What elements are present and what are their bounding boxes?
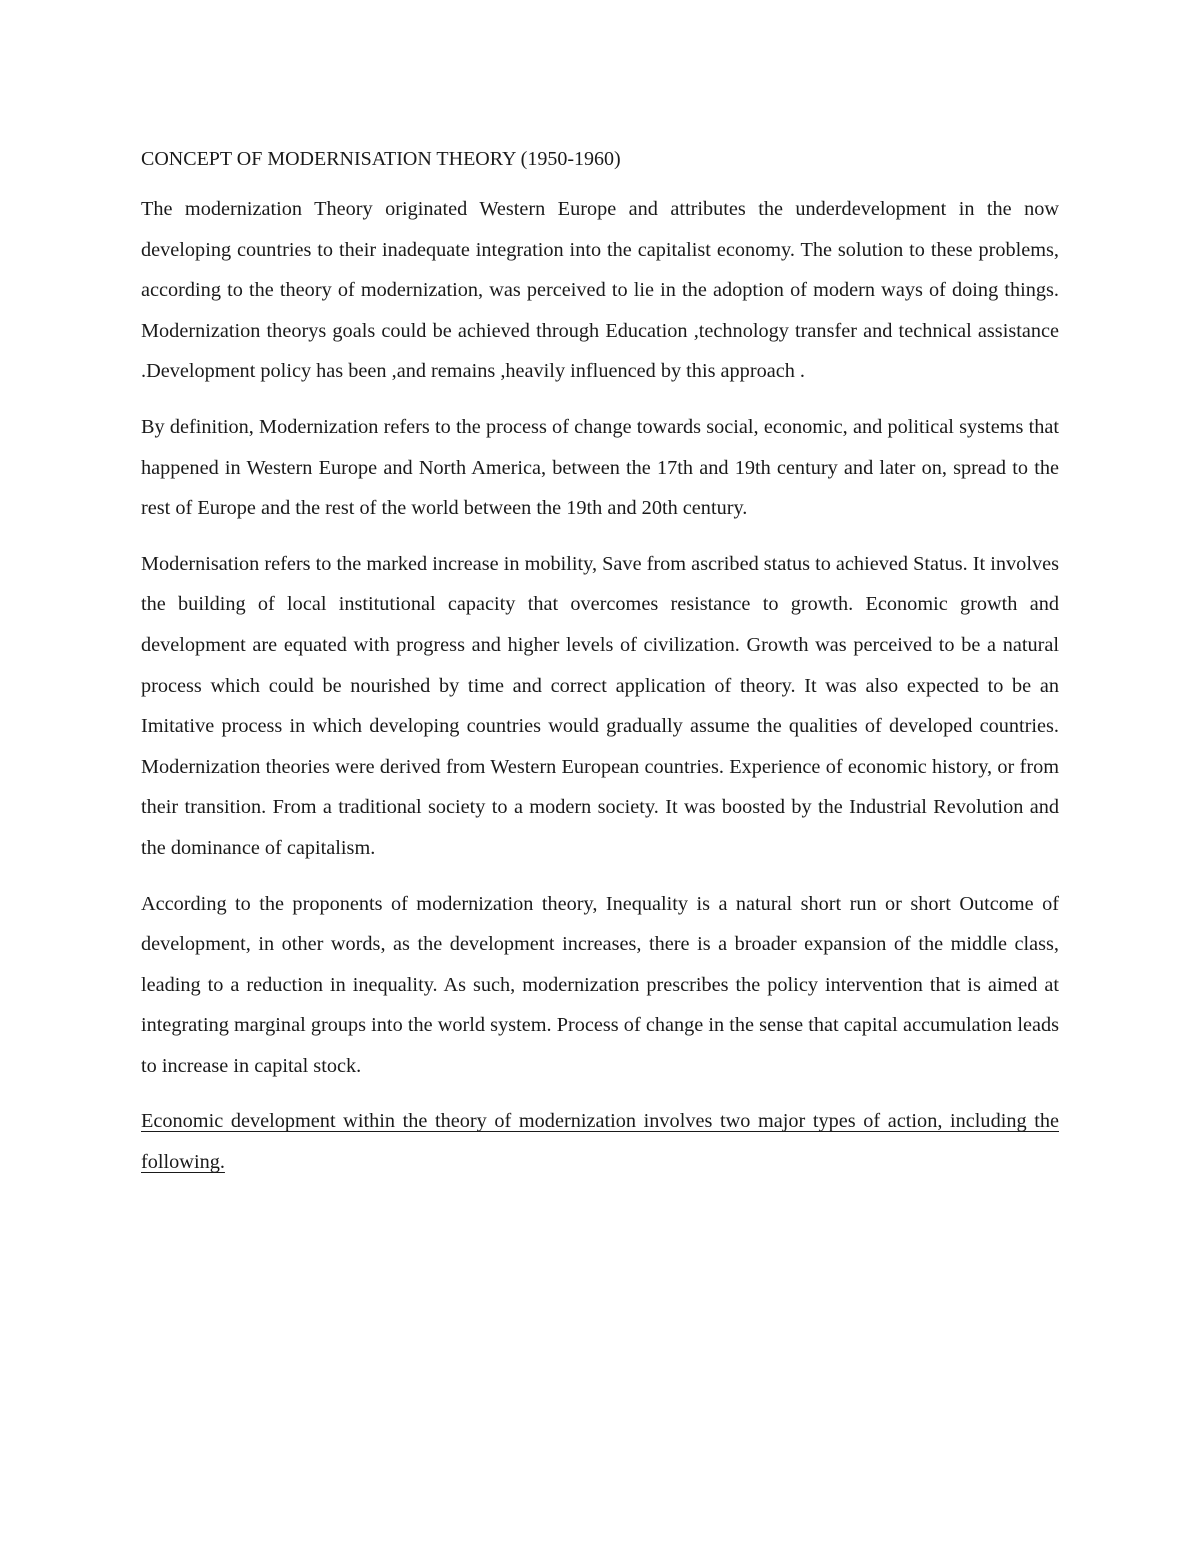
paragraph-mobility: Modernisation refers to the marked increase in mobility, Save from ascribed status to achieved Status. It involves the building of local institutional capacity that overcomes resistance to growth. Economic growth and development are equated with progress and higher levels of civilization. Growth was perceived to be a natural process which could be nourished by time and correct application of theory. It was also expected to be an Imitative process in which developing countries would gradually assume the qualities of developed countries. Modernization theories were derived from Western European countries. Experience of economic history, or from their transition. From a traditional society to a modern society. It was boosted by the Industrial Revolution and the dominance of capitalism. xyxy=(141,552,1059,859)
paragraph-modernization-origin: The modernization Theory originated Western Europe and attributes the underdevelopment in the now developing countries to their inadequate integration into the capitalist economy. The solution to these problems, according to the theory of modernization, was perceived to lie in the adoption of modern ways of doing things. Modernization theorys goals could be achieved through Education ,technology transfer and technical assistance .Development policy has been ,and remains ,heavily influenced by this approach . xyxy=(141,198,1059,383)
document-body xyxy=(141,141,1059,1198)
document-title: CONCEPT OF MODERNISATION THEORY (1950-1960) xyxy=(141,148,621,170)
underlined-section-heading: Economic development within the theory of modernization involves two major types of action, including the following. xyxy=(141,1110,1059,1174)
paragraph-inequality: According to the proponents of modernization theory, Inequality is a natural short run or short Outcome of development, in other words, as the development increases, there is a broader expansion of the middle class, leading to a reduction in inequality. As such, modernization prescribes the policy intervention that is aimed at integrating marginal groups into the world system. Process of change in the sense that capital accumulation leads to increase in capital stock. xyxy=(141,892,1059,1077)
paragraph-definition: By definition, Modernization refers to the process of change towards social, economic, and political systems that happened in Western Europe and North America, between the 17th and 19th century and later on, spread to the rest of Europe and the rest of the world between the 19th and 20th century. xyxy=(141,415,1059,520)
